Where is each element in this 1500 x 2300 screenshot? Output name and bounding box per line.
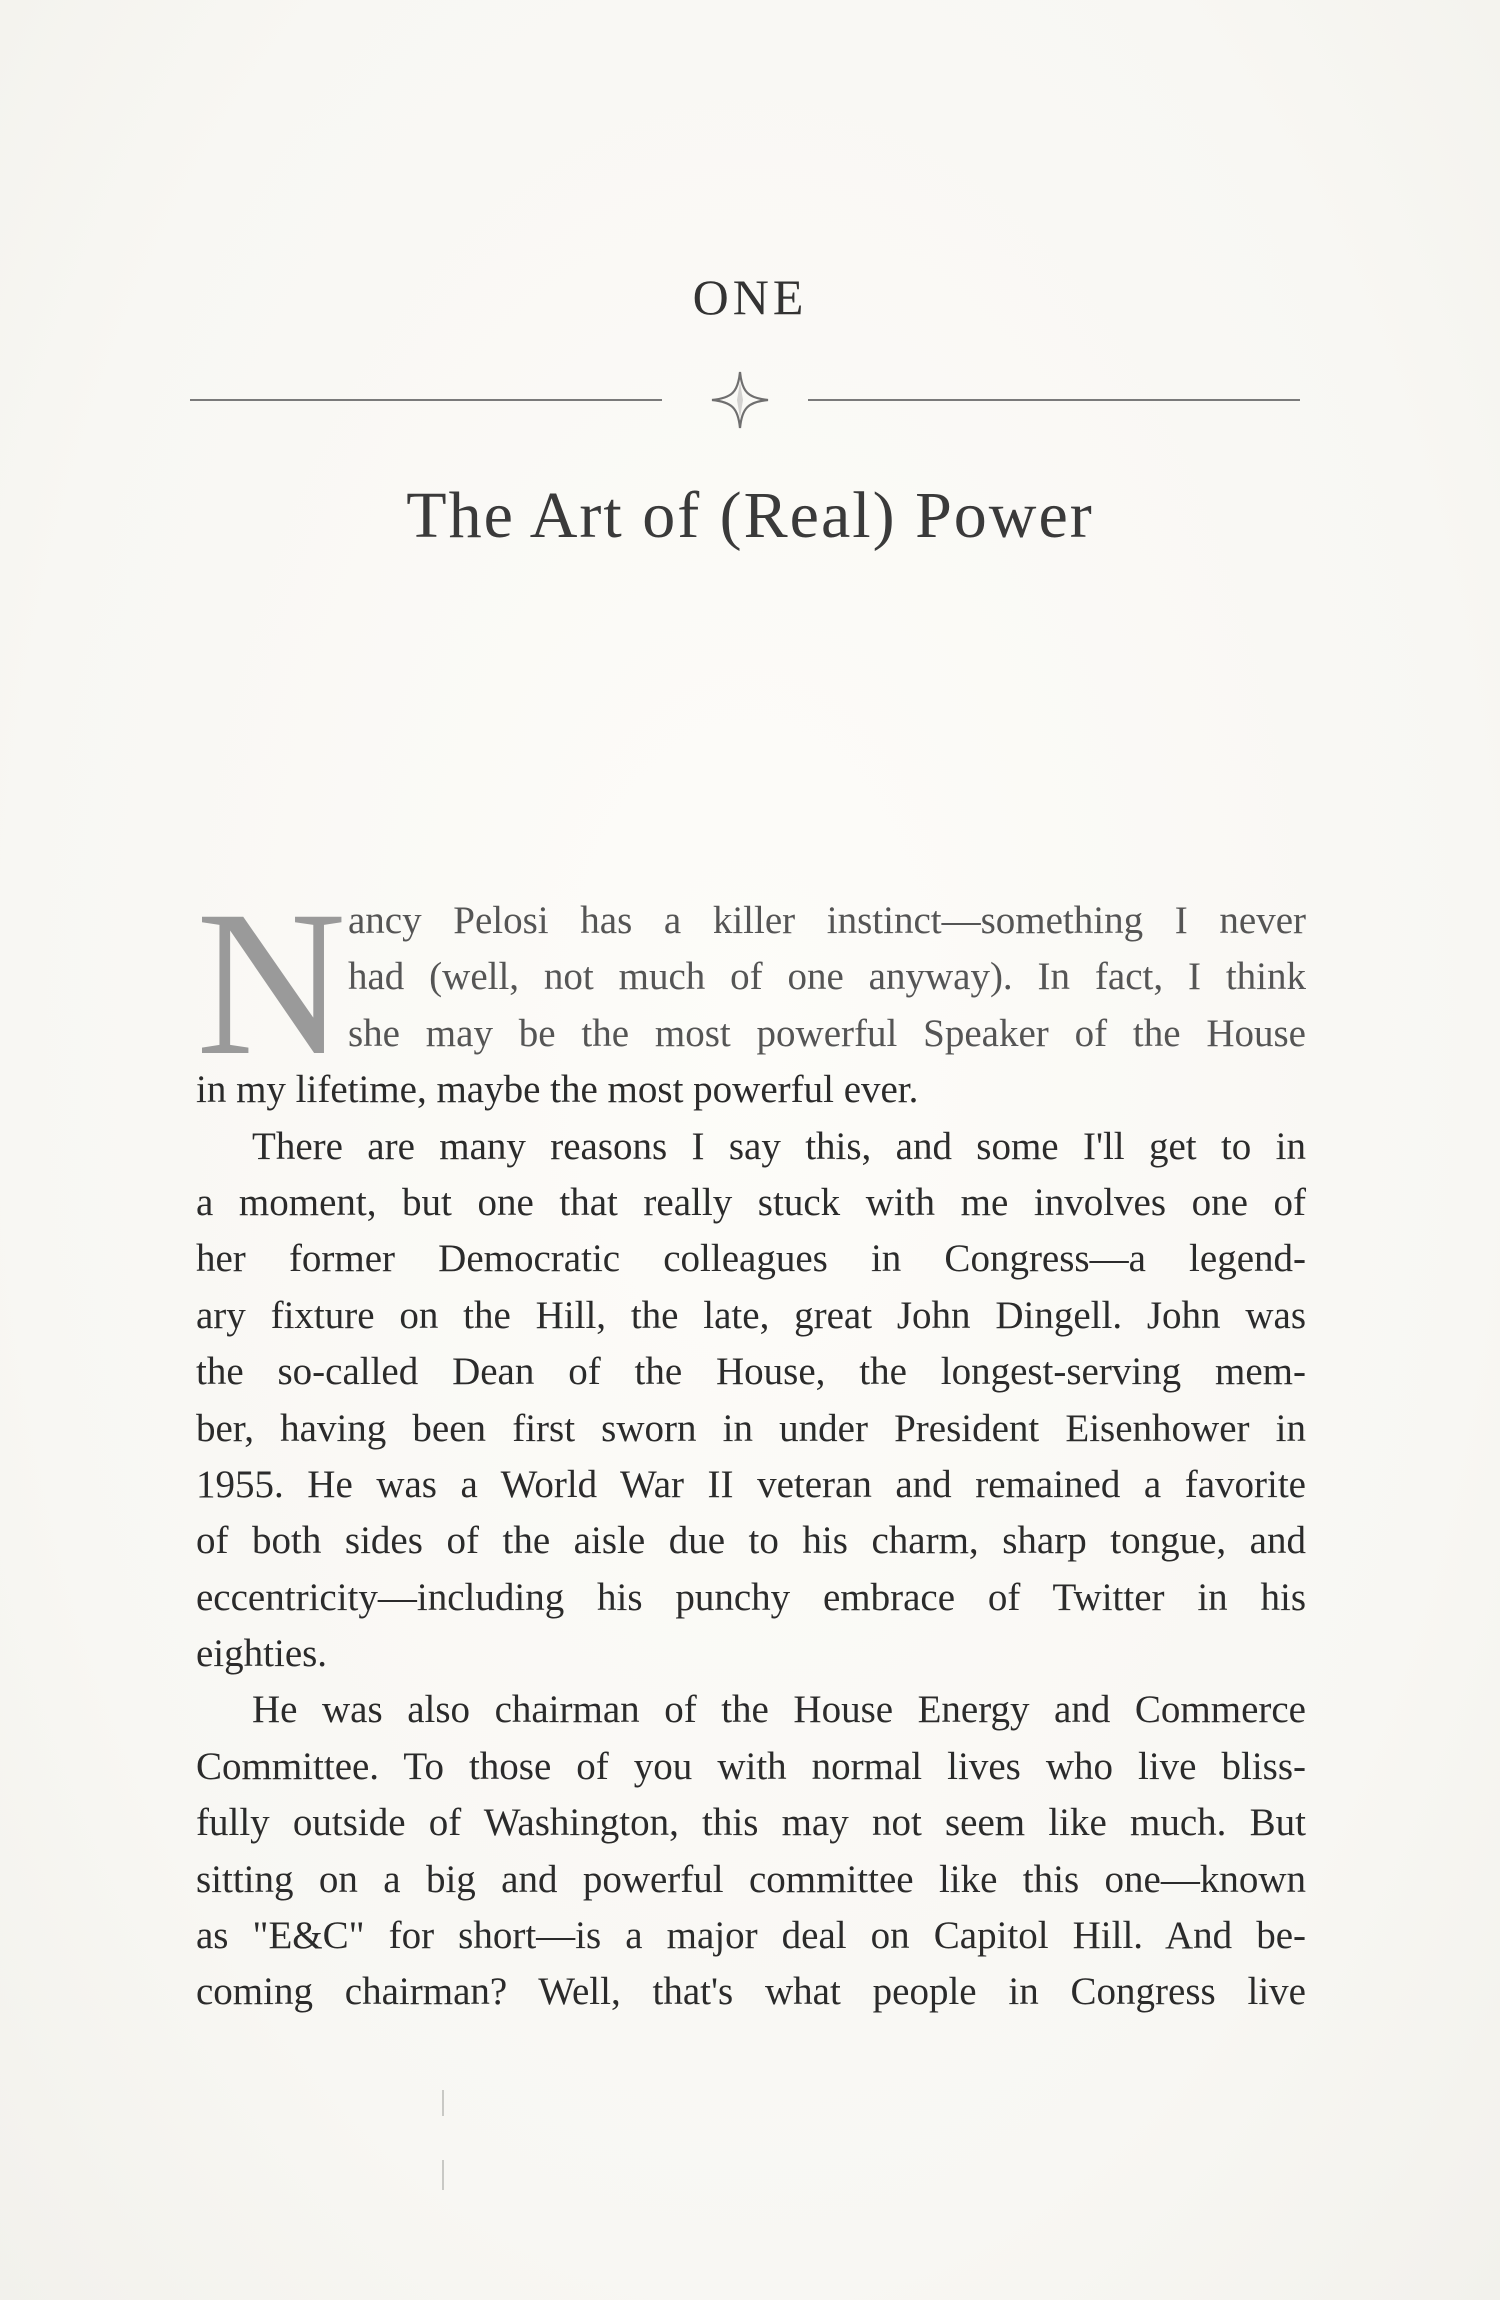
drop-cap: N xyxy=(196,868,347,1098)
text-line: coming chairman? Well, that's what people in Congress live xyxy=(196,1970,1306,2014)
four-point-star-icon xyxy=(710,370,770,430)
divider-rule-right xyxy=(808,399,1300,401)
text-line: ancy Pelosi has a killer instinct—something I never xyxy=(348,899,1306,942)
text-line: she may be the most powerful Speaker of the House xyxy=(348,1011,1306,1055)
text-line: fully outside of Washington, this may not seem like much. But xyxy=(196,1801,1306,1845)
text-line: in my lifetime, maybe the most powerful ever. xyxy=(196,1068,919,1112)
chapter-divider xyxy=(190,370,1300,430)
text-line: of both sides of the aisle due to his charm, sharp tongue, and xyxy=(196,1519,1306,1563)
body-text xyxy=(196,868,1306,2021)
text-line: as "E&C" for short—is a major deal on Capitol Hill. And be- xyxy=(196,1914,1306,1958)
text-line: a moment, but one that really stuck with me involves one of xyxy=(196,1180,1306,1224)
text-line: Committee. To those of you with normal lives who live bliss- xyxy=(196,1744,1306,1788)
text-line: 1955. He was a World War II veteran and remained a favorite xyxy=(196,1462,1306,1506)
text-line: the so-called Dean of the House, the longest-serving mem- xyxy=(196,1350,1306,1394)
text-line: had (well, not much of one anyway). In fact, I think xyxy=(348,955,1306,999)
text-line: ary fixture on the Hill, the late, great John Dingell. John was xyxy=(196,1293,1306,1337)
text-line: eighties. xyxy=(196,1632,328,1676)
text-line: eccentricity—including his punchy embrace of Twitter in his xyxy=(196,1575,1306,1619)
chapter-number: ONE xyxy=(692,269,808,325)
text-line: There are many reasons I say this, and some I'll get to in xyxy=(252,1124,1306,1168)
chapter-title: The Art of (Real) Power xyxy=(406,479,1094,552)
text-line: sitting on a big and powerful committee like this one—known xyxy=(196,1857,1306,1901)
divider-rule-left xyxy=(190,399,662,401)
text-line: He was also chairman of the House Energy and Commerce xyxy=(252,1688,1306,1732)
text-line: ber, having been first sworn in under President Eisenhower in xyxy=(196,1406,1306,1450)
text-line: her former Democratic colleagues in Congress—a legend- xyxy=(196,1237,1306,1281)
